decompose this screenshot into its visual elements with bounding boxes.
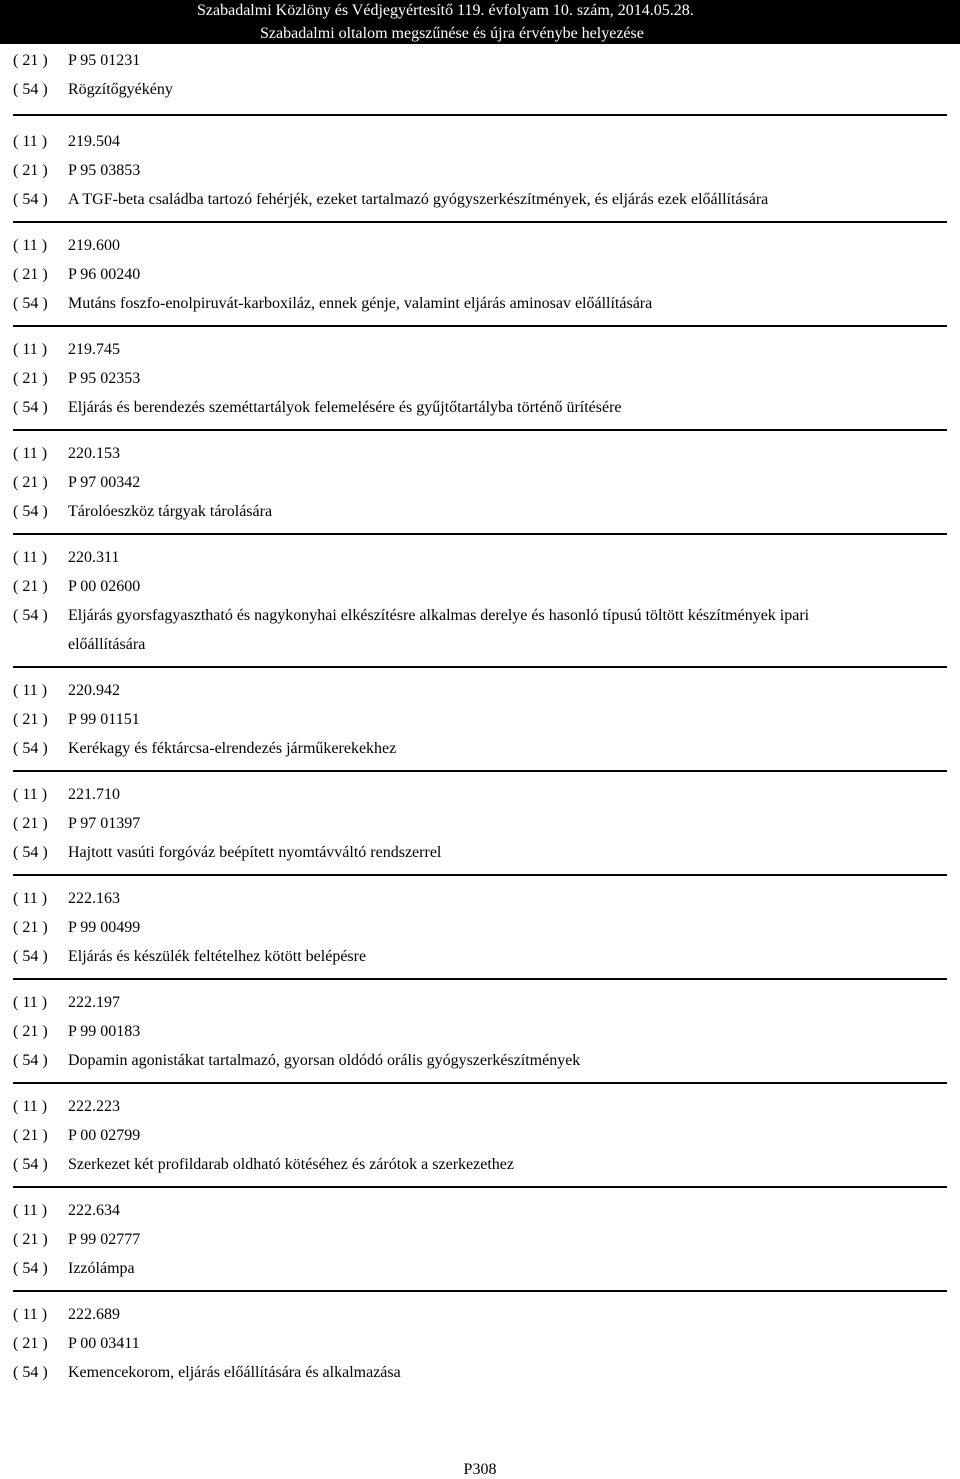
patent-number: 221.710: [68, 786, 120, 803]
application-number: P 99 00183: [68, 1023, 141, 1040]
application-number-row: [13, 468, 947, 497]
patent-number-row: [13, 231, 947, 260]
patent-title: Mutáns foszfo-enolpiruvát-karboxiláz, ennek génje, valamint eljárás aminosav előállítására: [68, 295, 653, 312]
code-21-label: ( 21 ): [13, 266, 48, 283]
title-row: [13, 734, 947, 763]
patent-title: Eljárás gyorsfagyasztható és nagykonyhai elkészítésre alkalmas derelye és hasonló típusú töltött készítmények ipari előállítására: [68, 607, 810, 653]
application-number: P 97 00342: [68, 474, 141, 491]
patent-title: Tárolóeszköz tárgyak tárolására: [68, 503, 273, 520]
patent-entry: [13, 876, 947, 980]
patent-number-row: [13, 884, 947, 913]
code-21-label: ( 21 ): [13, 474, 48, 491]
title-row: [13, 838, 947, 867]
code-21-label: ( 21 ): [13, 162, 48, 179]
journal-title: Szabadalmi Közlöny és Védjegyértesítő 119. évfolyam 10. szám, 2014.05.28.: [197, 2, 694, 19]
code-54-label: ( 54 ): [13, 1052, 48, 1069]
code-21-label: ( 21 ): [13, 52, 48, 69]
title-row: [13, 1358, 947, 1387]
patent-title: Eljárás és készülék feltételhez kötött belépésre: [68, 948, 367, 965]
title-row: [13, 601, 947, 659]
patent-list: [13, 46, 947, 1387]
application-number: P 95 02353: [68, 370, 141, 387]
patent-number-row: [13, 127, 947, 156]
patent-number: 222.223: [68, 1098, 120, 1115]
patent-entry: [13, 668, 947, 772]
patent-number-row: [13, 780, 947, 809]
title-row: [13, 942, 947, 971]
patent-number-row: [13, 1300, 947, 1329]
title-row: [13, 289, 947, 318]
title-row: [13, 1150, 947, 1179]
patent-entry: [13, 980, 947, 1084]
patent-number: 222.689: [68, 1306, 120, 1323]
patent-entry: [13, 223, 947, 327]
page-header: [0, 0, 960, 44]
code-11-label: ( 11 ): [13, 341, 48, 358]
application-number-row: [13, 1017, 947, 1046]
code-21-label: ( 21 ): [13, 370, 48, 387]
patent-entry: [13, 431, 947, 535]
code-21-label: ( 21 ): [13, 1023, 48, 1040]
patent-entry: [13, 1292, 947, 1387]
patent-title: Dopamin agonistákat tartalmazó, gyorsan oldódó orális gyógyszerkészítmények: [68, 1052, 581, 1069]
application-number-row: [13, 809, 947, 838]
patent-number: 219.504: [68, 133, 120, 150]
patent-entry: [13, 327, 947, 431]
patent-number: 222.163: [68, 890, 120, 907]
patent-number: 220.153: [68, 445, 120, 462]
code-11-label: ( 11 ): [13, 1306, 48, 1323]
application-number: P 00 02799: [68, 1127, 141, 1144]
patent-title: Eljárás és berendezés szeméttartályok felemelésére és gyűjtőtartályba történő ürítésére: [68, 399, 622, 416]
patent-title: Hajtott vasúti forgóváz beépített nyomtávváltó rendszerrel: [68, 844, 442, 861]
patent-entry: [13, 772, 947, 876]
patent-number-row: [13, 676, 947, 705]
application-number-row: [13, 156, 947, 185]
application-number-row: [13, 260, 947, 289]
patent-entry: [13, 46, 947, 116]
code-11-label: ( 11 ): [13, 786, 48, 803]
code-11-label: ( 11 ): [13, 682, 48, 699]
code-11-label: ( 11 ): [13, 890, 48, 907]
application-number-row: [13, 364, 947, 393]
application-number: P 97 01397: [68, 815, 141, 832]
code-11-label: ( 11 ): [13, 237, 48, 254]
patent-title: Kemencekorom, eljárás előállítására és alkalmazása: [68, 1364, 401, 1381]
patent-entry: [13, 535, 947, 668]
code-11-label: ( 11 ): [13, 994, 48, 1011]
code-54-label: ( 54 ): [13, 948, 48, 965]
title-row: [13, 1254, 947, 1283]
patent-number-row: [13, 543, 947, 572]
application-number: P 95 03853: [68, 162, 141, 179]
code-11-label: ( 11 ): [13, 549, 48, 566]
patent-entry: [13, 116, 947, 223]
patent-number-row: [13, 1196, 947, 1225]
application-number-row: [13, 572, 947, 601]
patent-title: Rögzítőgyékény: [68, 81, 173, 98]
section-title: Szabadalmi oltalom megszűnése és újra érvénybe helyezése: [260, 25, 644, 42]
application-number: P 99 01151: [68, 711, 140, 728]
code-54-label: ( 54 ): [13, 844, 48, 861]
patent-entry: [13, 1188, 947, 1292]
patent-title: Kerékagy és féktárcsa-elrendezés járműkerekekhez: [68, 740, 397, 757]
application-number: P 99 00499: [68, 919, 141, 936]
application-number: P 95 01231: [68, 52, 141, 69]
title-row: [13, 497, 947, 526]
application-number: P 00 03411: [68, 1335, 140, 1352]
title-row: [13, 393, 947, 422]
application-number-row: [13, 1329, 947, 1358]
patent-number-row: [13, 439, 947, 468]
page-footer: [0, 1461, 960, 1479]
code-11-label: ( 11 ): [13, 445, 48, 462]
application-number-row: [13, 1225, 947, 1254]
code-11-label: ( 11 ): [13, 1098, 48, 1115]
title-row: [13, 75, 947, 104]
patent-number: 220.311: [68, 549, 120, 566]
code-54-label: ( 54 ): [13, 295, 48, 312]
code-11-label: ( 11 ): [13, 133, 48, 150]
patent-number: 222.634: [68, 1202, 120, 1219]
code-54-label: ( 54 ): [13, 1156, 48, 1173]
code-21-label: ( 21 ): [13, 1231, 48, 1248]
patent-number: 222.197: [68, 994, 120, 1011]
patent-number-row: [13, 335, 947, 364]
code-21-label: ( 21 ): [13, 1335, 48, 1352]
patent-number: 220.942: [68, 682, 120, 699]
patent-entry: [13, 1084, 947, 1188]
patent-title: Izzólámpa: [68, 1260, 135, 1277]
code-21-label: ( 21 ): [13, 711, 48, 728]
code-21-label: ( 21 ): [13, 1127, 48, 1144]
page-number: P308: [463, 1461, 497, 1478]
code-54-label: ( 54 ): [13, 503, 48, 520]
application-number: P 00 02600: [68, 578, 141, 595]
application-number-row: [13, 46, 947, 75]
code-54-label: ( 54 ): [13, 81, 48, 98]
application-number-row: [13, 1121, 947, 1150]
code-54-label: ( 54 ): [13, 191, 48, 208]
title-row: [13, 185, 947, 214]
code-11-label: ( 11 ): [13, 1202, 48, 1219]
application-number-row: [13, 913, 947, 942]
title-row: [13, 1046, 947, 1075]
application-number-row: [13, 705, 947, 734]
patent-number-row: [13, 1092, 947, 1121]
code-54-label: ( 54 ): [13, 1364, 48, 1381]
code-54-label: ( 54 ): [13, 1260, 48, 1277]
code-54-label: ( 54 ): [13, 740, 48, 757]
application-number: P 99 02777: [68, 1231, 141, 1248]
code-54-label: ( 54 ): [13, 399, 48, 416]
application-number: P 96 00240: [68, 266, 141, 283]
patent-number: 219.745: [68, 341, 120, 358]
patent-number: 219.600: [68, 237, 120, 254]
patent-number-row: [13, 988, 947, 1017]
code-21-label: ( 21 ): [13, 578, 48, 595]
code-21-label: ( 21 ): [13, 815, 48, 832]
patent-title: A TGF-beta családba tartozó fehérjék, ezeket tartalmazó gyógyszerkészítmények, és eljárás ezek előállítására: [68, 191, 769, 208]
code-21-label: ( 21 ): [13, 919, 48, 936]
code-54-label: ( 54 ): [13, 607, 48, 624]
patent-title: Szerkezet két profildarab oldható kötéséhez és zárótok a szerkezethez: [68, 1156, 514, 1173]
